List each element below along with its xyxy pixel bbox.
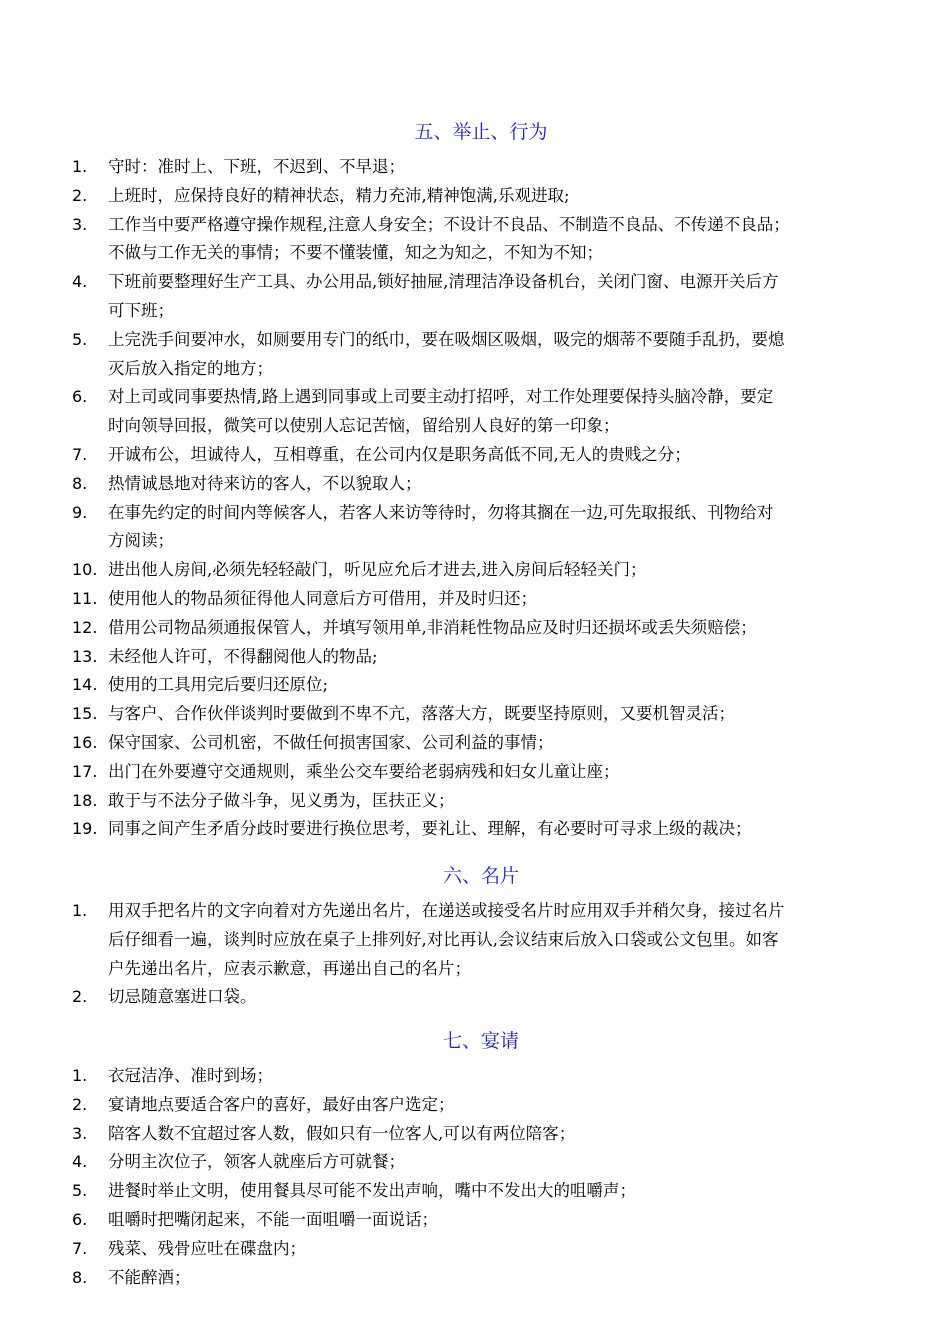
item-text-line: 与客户、合作伙伴谈判时要做到不卑不亢，落落大方，既要坚持原则，又要机智灵活； xyxy=(108,704,735,724)
section-title: 五、举止、行为 xyxy=(414,121,548,143)
item-text-line: 进餐时举止文明，使用餐具尽可能不发出声响，嘴中不发出大的咀嚼声； xyxy=(108,1181,636,1201)
list-item xyxy=(72,556,890,585)
list-item xyxy=(72,1091,890,1120)
item-number: 14. xyxy=(72,675,98,695)
list-item xyxy=(72,211,890,269)
list-item xyxy=(72,1235,890,1264)
item-number: 3. xyxy=(72,214,88,234)
item-number: 1. xyxy=(72,157,88,176)
item-text-line: 工作当中要严格遵守操作规程,注意人身安全；不设计不良品、不制造不良品、不传递不良品； xyxy=(108,214,790,234)
item-text-line: 热情诚恳地对待来访的客人，不以貌取人； xyxy=(108,473,422,493)
list-item xyxy=(72,643,890,672)
item-text-line: 借用公司物品须通报保管人，并填写领用单,非消耗性物品应及时归还损坏或丢失须赔偿； xyxy=(108,617,757,637)
list-item xyxy=(72,153,890,182)
section-title: 七、宴请 xyxy=(442,1030,519,1052)
item-number: 4. xyxy=(72,272,88,292)
item-text-line: 灭后放入指定的地方； xyxy=(108,358,273,378)
item-text-line: 使用的工具用完后要归还原位; xyxy=(108,675,329,695)
item-text-line: 开诚布公，坦诚待人，互相尊重，在公司内仅是职务高低不同,无人的贵贱之分； xyxy=(108,444,691,464)
list-item xyxy=(72,1148,890,1177)
item-number: 5. xyxy=(72,1181,88,1201)
list-item xyxy=(72,1264,890,1293)
item-text-line: 宴请地点要适合客户的喜好，最好由客户选定； xyxy=(108,1094,455,1114)
item-number: 4. xyxy=(72,1152,88,1172)
list-item xyxy=(72,1120,890,1149)
item-number: 1. xyxy=(72,901,88,920)
item-number: 11. xyxy=(72,588,98,608)
list-item xyxy=(72,470,890,499)
list-item xyxy=(72,700,890,729)
item-text-line: 未经他人许可，不得翻阅他人的物品; xyxy=(108,646,378,666)
item-number: 10. xyxy=(72,560,98,580)
rule-list xyxy=(72,897,890,1012)
section-conduct xyxy=(72,117,890,844)
list-item xyxy=(72,182,890,211)
list-item xyxy=(72,383,890,441)
item-text-line: 上完洗手间要冲水，如厕要用专门的纸巾，要在吸烟区吸烟，吸完的烟蒂不要随手乱扔，要熄 xyxy=(108,329,785,349)
item-text-line: 分明主次位子，领客人就座后方可就餐； xyxy=(108,1152,405,1172)
list-item xyxy=(72,326,890,384)
item-number: 9. xyxy=(72,502,88,522)
rule-list xyxy=(72,1062,890,1292)
item-number: 19. xyxy=(72,819,98,839)
item-number: 8. xyxy=(72,473,88,493)
item-number: 8. xyxy=(72,1267,88,1287)
item-number: 6. xyxy=(72,387,88,407)
list-item xyxy=(72,441,890,470)
item-text-line: 下班前要整理好生产工具、办公用品,锁好抽屉,清理洁净设备机台，关闭门窗、电源开关后方 xyxy=(108,272,779,292)
item-text-line: 方阅读； xyxy=(108,531,174,551)
item-number: 2. xyxy=(72,185,88,205)
list-item xyxy=(72,268,890,326)
list-item xyxy=(72,787,890,816)
item-text-line: 后仔细看一遍，谈判时应放在桌子上排列好,对比再认,会议结束后放入口袋或公文包里。如客 xyxy=(108,929,779,949)
list-item xyxy=(72,758,890,787)
list-item xyxy=(72,897,890,983)
item-number: 3. xyxy=(72,1123,88,1143)
item-number: 1. xyxy=(72,1066,88,1085)
item-text-line: 户先递出名片，应表示歉意，再递出自己的名片； xyxy=(108,958,471,978)
item-text-line: 进出他人房间,必须先轻轻敲门，听见应允后才进去,进入房间后轻轻关门； xyxy=(108,560,647,580)
list-item xyxy=(72,585,890,614)
item-text-line: 出门在外要遵守交通规则，乘坐公交车要给老弱病残和妇女儿童让座； xyxy=(108,761,620,781)
list-item xyxy=(72,1206,890,1235)
list-item xyxy=(72,815,890,844)
section-business-card xyxy=(72,861,890,1012)
item-number: 16. xyxy=(72,732,98,752)
item-number: 12. xyxy=(72,617,98,637)
list-item xyxy=(72,729,890,758)
item-text-line: 使用他人的物品须征得他人同意后方可借用，并及时归还； xyxy=(108,588,537,608)
item-number: 2. xyxy=(72,1094,88,1114)
item-text-line: 衣冠洁净、准时到场； xyxy=(108,1066,273,1085)
list-item xyxy=(72,1062,890,1091)
item-text-line: 守时：准时上、下班，不迟到、不早退； xyxy=(108,157,405,176)
item-number: 17. xyxy=(72,761,98,781)
item-text-line: 咀嚼时把嘴闭起来，不能一面咀嚼一面说话； xyxy=(108,1209,438,1229)
list-item xyxy=(72,499,890,557)
item-text-line: 敢于与不法分子做斗争，见义勇为，匡扶正义； xyxy=(108,790,455,810)
item-text-line: 陪客人数不宜超过客人数，假如只有一位客人,可以有两位陪客； xyxy=(108,1123,576,1143)
rule-list xyxy=(72,153,890,844)
item-number: 6. xyxy=(72,1209,88,1229)
item-number: 5. xyxy=(72,329,88,349)
section-banquet xyxy=(72,1026,890,1292)
item-text-line: 上班时，应保持良好的精神状态，精力充沛,精神饱满,乐观进取; xyxy=(108,185,570,205)
item-text-line: 同事之间产生矛盾分歧时要进行换位思考，要礼让、理解，有必要时可寻求上级的裁决； xyxy=(108,819,752,839)
item-number: 13. xyxy=(72,646,98,666)
item-number: 18. xyxy=(72,790,98,810)
list-item xyxy=(72,671,890,700)
item-text-line: 不能醉酒； xyxy=(108,1267,191,1287)
item-text-line: 残菜、残骨应吐在碟盘内； xyxy=(108,1238,306,1258)
list-item xyxy=(72,1177,890,1206)
list-item xyxy=(72,614,890,643)
item-text-line: 对上司或同事要热情,路上遇到同事或上司要主动打招呼，对工作处理要保持头脑冷静，要定 xyxy=(108,387,774,407)
item-number: 7. xyxy=(72,444,88,464)
item-text-line: 切忌随意塞进口袋。 xyxy=(108,987,257,1007)
section-title: 六、名片 xyxy=(442,865,519,887)
item-text-line: 用双手把名片的文字向着对方先递出名片，在递送或接受名片时应用双手并稍欠身，接过名片 xyxy=(108,901,785,920)
item-text-line: 不做与工作无关的事情；不要不懂装懂，知之为知之，不知为不知； xyxy=(108,243,603,263)
item-text-line: 在事先约定的时间内等候客人，若客人来访等待时，勿将其搁在一边,可先取报纸、刊物给对 xyxy=(108,502,774,522)
item-text-line: 时向领导回报，微笑可以使别人忘记苦恼，留给别人良好的第一印象； xyxy=(108,416,620,436)
list-item xyxy=(72,983,890,1012)
item-text-line: 可下班； xyxy=(108,300,174,320)
item-number: 7. xyxy=(72,1238,88,1258)
item-text-line: 保守国家、公司机密，不做任何损害国家、公司利益的事情； xyxy=(108,732,554,752)
item-number: 2. xyxy=(72,987,88,1007)
item-number: 15. xyxy=(72,704,98,724)
